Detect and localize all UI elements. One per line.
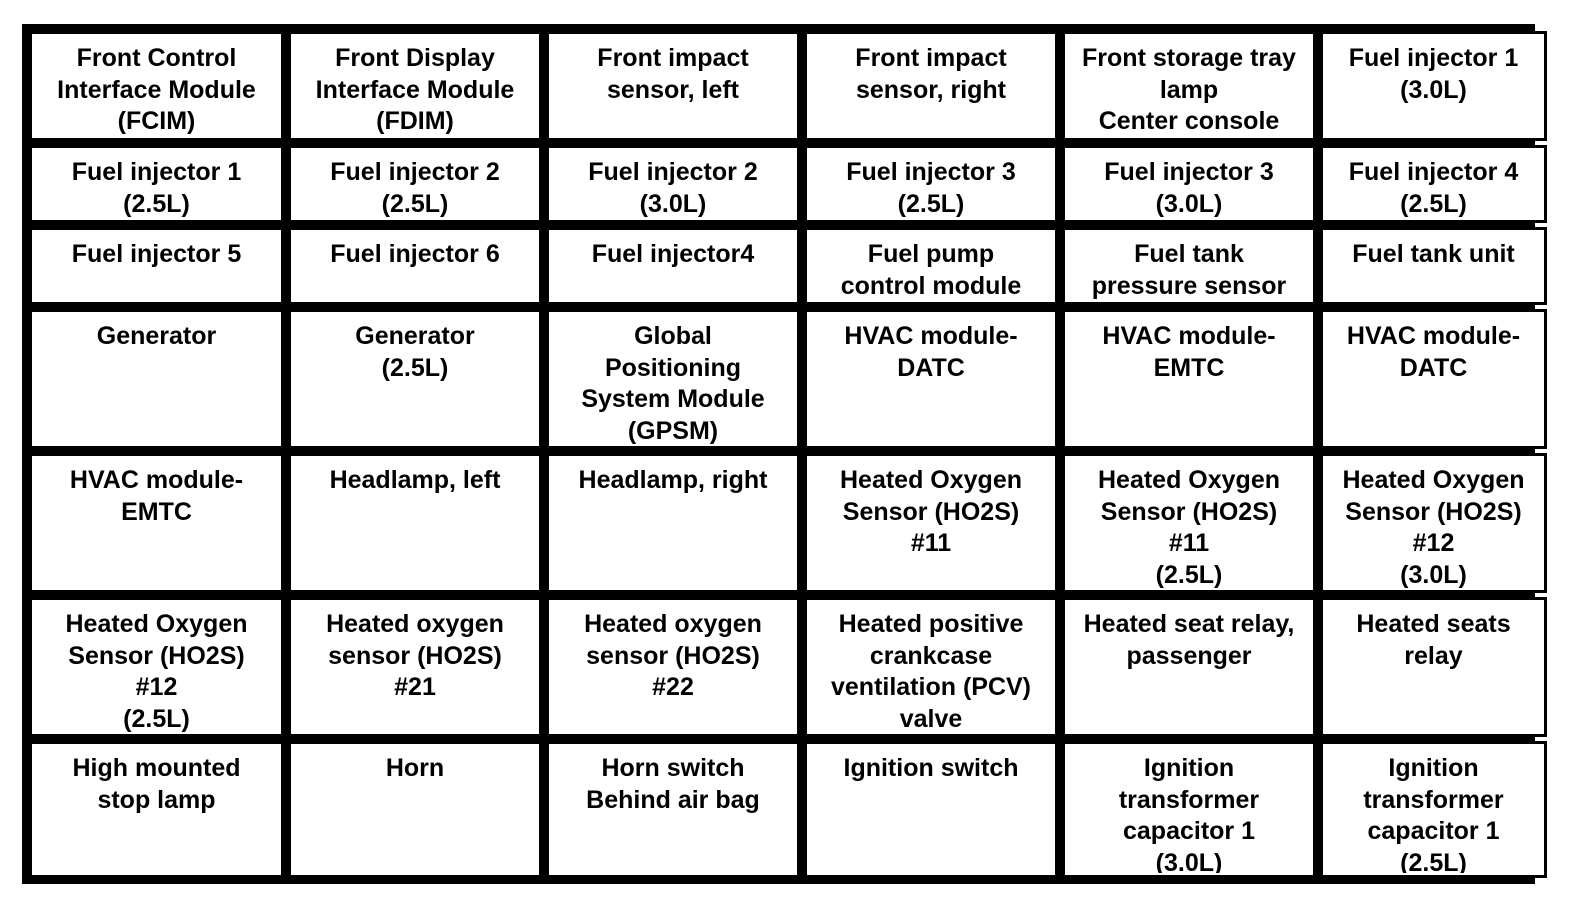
cell-text-line: (2.5L) xyxy=(1400,189,1467,218)
cell-text-line: Headlamp, right xyxy=(578,466,768,494)
cell-text-line: (FDIM) xyxy=(376,107,454,135)
table-cell xyxy=(29,741,284,878)
table-cell xyxy=(1062,741,1316,878)
table-cell xyxy=(546,31,800,141)
cell-text-line: Fuel injector 5 xyxy=(71,240,242,268)
cell-text-line: EMTC xyxy=(121,497,192,526)
table-cell xyxy=(1062,453,1316,593)
cell-text-line: (3.0L) xyxy=(1155,848,1223,877)
cell-text-line: #11 xyxy=(910,529,952,557)
table-cell xyxy=(288,741,542,878)
cell-text-line: sensor (HO2S) xyxy=(328,641,502,670)
cell-text-line: Sensor (HO2S) xyxy=(1345,497,1522,526)
cell-text-line: crankcase xyxy=(869,641,993,670)
cell-text-line: Fuel tank unit xyxy=(1352,240,1515,268)
cell-text-line: Ignition switch xyxy=(843,754,1019,782)
cell-text-line: Headlamp, left xyxy=(329,466,501,494)
cell-text-line: capacitor 1 xyxy=(1367,817,1500,845)
table-cell xyxy=(1062,145,1316,223)
table-cell xyxy=(546,309,800,449)
cell-text-line: System Module xyxy=(581,385,765,413)
cell-text-line: Heated Oxygen xyxy=(1342,466,1525,494)
table-cell xyxy=(1062,597,1316,737)
cell-text-line: (2.5L) xyxy=(1155,560,1223,589)
cell-text-line: sensor (HO2S) xyxy=(586,641,760,670)
cell-text-line: relay xyxy=(1404,641,1463,670)
cell-text-line: Fuel injector4 xyxy=(591,240,755,268)
table-cell xyxy=(1320,453,1547,593)
cell-text-line: Fuel injector 3 xyxy=(1104,158,1274,186)
cell-text-line: (2.5L) xyxy=(123,189,190,218)
component-table-frame xyxy=(22,24,1535,884)
cell-text-line: HVAC module- xyxy=(1346,322,1521,350)
cell-text-line: Front impact xyxy=(855,44,1007,72)
cell-text-line: (2.5L) xyxy=(123,704,190,733)
cell-text-line: Heated seat relay, xyxy=(1083,610,1295,638)
cell-text-line: passenger xyxy=(1126,641,1252,670)
cell-text-line: Horn xyxy=(385,754,445,782)
cell-text-line: Ignition xyxy=(1143,754,1235,782)
cell-text-line: HVAC module- xyxy=(69,466,244,494)
table-cell xyxy=(804,453,1058,593)
cell-text-line: Sensor (HO2S) xyxy=(842,497,1020,526)
table-cell xyxy=(288,597,542,737)
table-cell xyxy=(546,597,800,737)
table-cell xyxy=(1320,145,1547,223)
cell-text-line: EMTC xyxy=(1153,353,1225,382)
cell-text-line: Heated oxygen xyxy=(326,610,504,638)
cell-text-line: Front storage tray xyxy=(1082,44,1296,72)
cell-text-line: Heated seats xyxy=(1356,610,1511,638)
cell-text-line: Fuel injector 2 xyxy=(588,158,758,186)
table-cell xyxy=(546,741,800,878)
table-cell xyxy=(546,227,800,305)
cell-text-line: pressure sensor xyxy=(1091,271,1287,300)
cell-text-line: #12 xyxy=(1412,529,1455,557)
cell-text-line: Front impact xyxy=(597,44,749,72)
cell-text-line: (GPSM) xyxy=(627,416,719,445)
cell-text-line: Interface Module xyxy=(315,75,515,104)
cell-text-line: sensor, right xyxy=(855,75,1007,104)
cell-text-line: Center console xyxy=(1098,107,1280,135)
table-cell xyxy=(1062,31,1316,141)
table-cell xyxy=(546,453,800,593)
cell-text-line: Fuel injector 1 xyxy=(1348,44,1519,72)
table-cell xyxy=(29,597,284,737)
cell-text-line: (3.0L) xyxy=(639,189,707,218)
cell-text-line: Generator xyxy=(96,322,217,350)
cell-text-line: DATC xyxy=(897,353,965,382)
cell-text-line: Interface Module xyxy=(57,75,256,104)
cell-text-line: Sensor (HO2S) xyxy=(68,641,245,670)
table-cell xyxy=(288,145,542,223)
table-cell xyxy=(1062,309,1316,449)
cell-text-line: lamp xyxy=(1159,75,1219,104)
cell-text-line: Heated Oxygen xyxy=(65,610,248,638)
cell-text-line: (2.5L) xyxy=(897,189,965,218)
cell-text-line: Fuel injector 3 xyxy=(846,158,1016,186)
table-cell xyxy=(29,145,284,223)
table-cell xyxy=(804,741,1058,878)
table-cell xyxy=(29,453,284,593)
cell-text-line: Heated Oxygen xyxy=(839,466,1022,494)
table-cell xyxy=(1320,309,1547,449)
cell-text-line: Sensor (HO2S) xyxy=(1100,497,1278,526)
cell-text-line: (2.5L) xyxy=(381,189,449,218)
cell-text-line: control module xyxy=(840,271,1022,300)
cell-text-line: HVAC module- xyxy=(844,322,1018,350)
cell-text-line: Heated oxygen xyxy=(584,610,762,638)
table-cell xyxy=(546,145,800,223)
cell-text-line: #11 xyxy=(1168,529,1210,557)
cell-text-line: Behind air bag xyxy=(586,785,760,814)
cell-text-line: (3.0L) xyxy=(1400,75,1467,104)
cell-text-line: Ignition xyxy=(1388,754,1479,782)
table-cell xyxy=(1320,741,1547,878)
table-cell xyxy=(288,227,542,305)
table-cell xyxy=(804,227,1058,305)
table-cell xyxy=(29,227,284,305)
cell-text-line: (FCIM) xyxy=(117,107,196,135)
table-cell xyxy=(1320,597,1547,737)
cell-text-line: Fuel injector 1 xyxy=(71,158,242,186)
cell-text-line: stop lamp xyxy=(97,785,216,814)
cell-text-line: Fuel tank xyxy=(1134,240,1244,268)
table-cell xyxy=(804,31,1058,141)
cell-text-line: Generator xyxy=(355,322,475,350)
cell-text-line: (3.0L) xyxy=(1400,560,1467,589)
cell-text-line: Global xyxy=(634,322,712,350)
table-cell xyxy=(29,309,284,449)
table-cell xyxy=(804,145,1058,223)
cell-text-line: HVAC module- xyxy=(1102,322,1276,350)
cell-text-line: DATC xyxy=(1399,353,1468,382)
cell-text-line: #12 xyxy=(135,673,178,701)
cell-text-line: Front Display xyxy=(335,44,495,72)
cell-text-line: (2.5L) xyxy=(381,353,449,382)
cell-text-line: Horn switch xyxy=(601,754,745,782)
table-cell xyxy=(804,309,1058,449)
cell-text-line: Heated Oxygen xyxy=(1097,466,1280,494)
cell-text-line: Fuel injector 4 xyxy=(1348,158,1519,186)
cell-text-line: High mounted xyxy=(72,754,241,782)
cell-text-line: Fuel injector 2 xyxy=(330,158,500,186)
table-cell xyxy=(1320,31,1547,141)
table-cell xyxy=(29,31,284,141)
cell-text-line: capacitor 1 xyxy=(1122,817,1255,845)
cell-text-line: transformer xyxy=(1363,785,1504,814)
table-cell xyxy=(288,309,542,449)
cell-text-line: Front Control xyxy=(76,44,237,72)
table-cell xyxy=(1062,227,1316,305)
cell-text-line: Positioning xyxy=(604,353,742,382)
cell-text-line: transformer xyxy=(1118,785,1260,814)
cell-text-line: Fuel injector 6 xyxy=(330,240,500,268)
table-cell xyxy=(1320,227,1547,305)
cell-text-line: valve xyxy=(899,704,963,733)
cell-text-line: #22 xyxy=(652,673,694,701)
table-cell xyxy=(288,31,542,141)
cell-text-line: sensor, left xyxy=(607,75,739,104)
cell-text-line: #21 xyxy=(394,673,436,701)
cell-text-line: (3.0L) xyxy=(1155,189,1223,218)
cell-text-line: ventilation (PCV) xyxy=(830,673,1031,701)
cell-text-line: Heated positive xyxy=(838,610,1024,638)
table-cell xyxy=(804,597,1058,737)
cell-text-line: (2.5L) xyxy=(1400,848,1467,877)
component-table xyxy=(29,31,1528,877)
cell-text-line: Fuel pump xyxy=(867,240,995,268)
table-cell xyxy=(288,453,542,593)
